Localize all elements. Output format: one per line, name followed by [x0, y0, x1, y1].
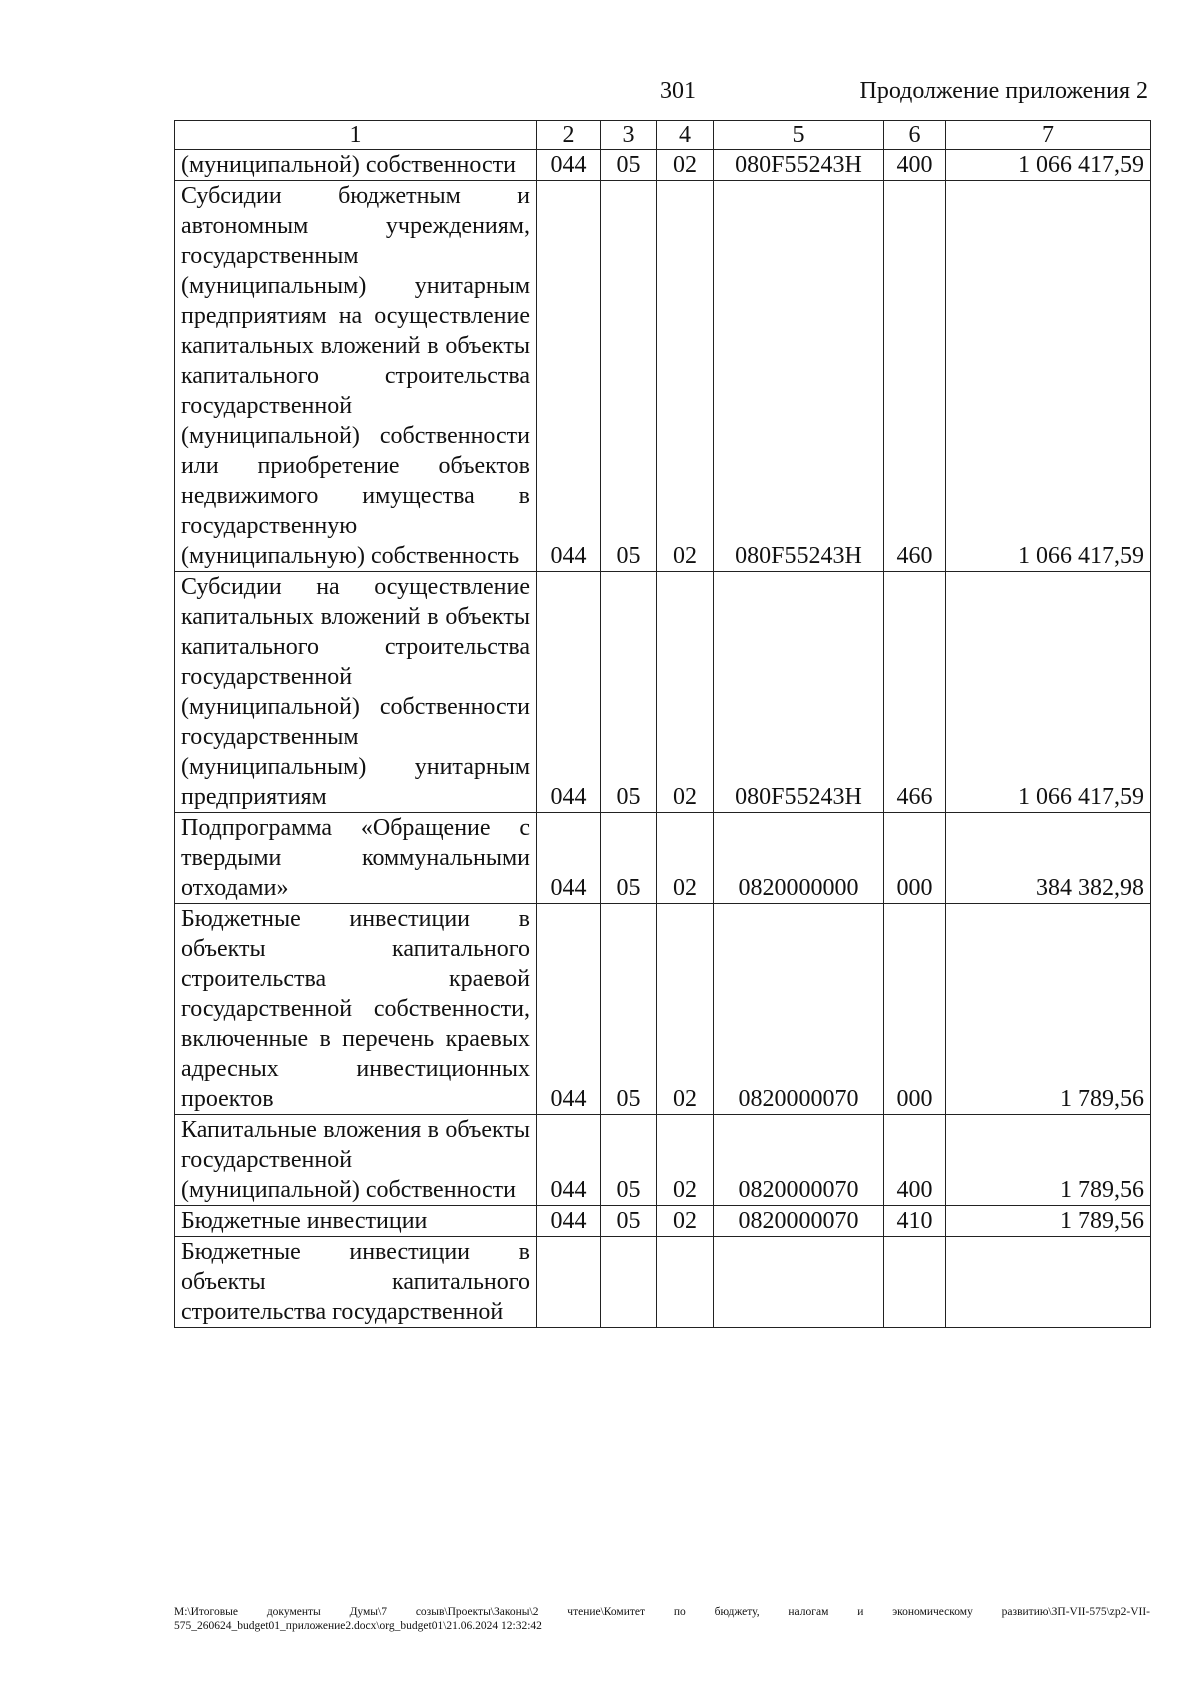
row-description: Субсидии бюджетным и автономным учреждениям, государственным (муниципальным) унитарным предприятиям на осуществление капитальных вложений в объекты капитального строительства государственной (муниципальной) собственности или приобретение объектов недвижимого имущества в государственную (муниципальную) собственность — [175, 181, 537, 572]
table-row — [175, 813, 1151, 904]
row-description: Капитальные вложения в объекты государственной (муниципальной) собственности — [175, 1115, 537, 1206]
column-header-6: 6 — [884, 121, 946, 150]
column-header-5: 5 — [714, 121, 884, 150]
subsection-code: 02 — [657, 813, 714, 904]
budget-table — [174, 120, 1151, 1328]
expense-type-code — [884, 1237, 946, 1328]
expense-type-code: 466 — [884, 572, 946, 813]
section-code: 05 — [601, 1115, 657, 1206]
amount: 1 066 417,59 — [946, 572, 1151, 813]
subsection-code: 02 — [657, 1115, 714, 1206]
expense-type-code: 400 — [884, 150, 946, 181]
section-code — [601, 1237, 657, 1328]
row-description: Бюджетные инвестиции в объекты капитального строительства государственной — [175, 1237, 537, 1328]
page-number: 301 — [660, 78, 696, 104]
target-article-code: 0820000070 — [714, 1115, 884, 1206]
row-description: Бюджетные инвестиции в объекты капитального строительства краевой государственной собственности, включенные в перечень краевых адресных инвестиционных проектов — [175, 904, 537, 1115]
amount: 1 789,56 — [946, 1115, 1151, 1206]
subsection-code: 02 — [657, 1206, 714, 1237]
document-path-footer: М:\Итоговые документы Думы\7 созыв\Проекты\Законы\2 чтение\Комитет по бюджету, налогам и экономическому развитию\ЗП-VII-575\zp2-VII-575_260624_budget01_приложение2.docx\org_budget01\21.06.2024 12:32:42 — [174, 1606, 1150, 1632]
target-article-code — [714, 1237, 884, 1328]
section-code: 05 — [601, 904, 657, 1115]
subsection-code: 02 — [657, 181, 714, 572]
section-code: 05 — [601, 181, 657, 572]
expense-type-code: 400 — [884, 1115, 946, 1206]
ministry-code: 044 — [537, 904, 601, 1115]
target-article-code: 080F55243Н — [714, 150, 884, 181]
column-header-7: 7 — [946, 121, 1151, 150]
row-description: Бюджетные инвестиции — [175, 1206, 537, 1237]
ministry-code: 044 — [537, 813, 601, 904]
amount: 1 066 417,59 — [946, 150, 1151, 181]
ministry-code — [537, 1237, 601, 1328]
expense-type-code: 460 — [884, 181, 946, 572]
target-article-code: 080F55243Н — [714, 181, 884, 572]
row-description: (муниципальной) собственности — [175, 150, 537, 181]
expense-type-code: 410 — [884, 1206, 946, 1237]
amount: 1 066 417,59 — [946, 181, 1151, 572]
subsection-code: 02 — [657, 150, 714, 181]
row-description: Субсидии на осуществление капитальных вложений в объекты капитального строительства государственной (муниципальной) собственности государственным (муниципальным) унитарным предприятиям — [175, 572, 537, 813]
ministry-code: 044 — [537, 1206, 601, 1237]
amount: 1 789,56 — [946, 1206, 1151, 1237]
subsection-code — [657, 1237, 714, 1328]
table-row — [175, 150, 1151, 181]
row-description: Подпрограмма «Обращение с твердыми коммунальными отходами» — [175, 813, 537, 904]
ministry-code: 044 — [537, 572, 601, 813]
table-row — [175, 1206, 1151, 1237]
target-article-code: 0820000070 — [714, 1206, 884, 1237]
table-row — [175, 1115, 1151, 1206]
column-header-4: 4 — [657, 121, 714, 150]
target-article-code: 0820000070 — [714, 904, 884, 1115]
table-row — [175, 1237, 1151, 1328]
section-code: 05 — [601, 150, 657, 181]
amount — [946, 1237, 1151, 1328]
column-header-2: 2 — [537, 121, 601, 150]
ministry-code: 044 — [537, 181, 601, 572]
continuation-title: Продолжение приложения 2 — [859, 78, 1148, 104]
subsection-code: 02 — [657, 572, 714, 813]
target-article-code: 080F55243Н — [714, 572, 884, 813]
ministry-code: 044 — [537, 1115, 601, 1206]
section-code: 05 — [601, 813, 657, 904]
section-code: 05 — [601, 1206, 657, 1237]
ministry-code: 044 — [537, 150, 601, 181]
section-code: 05 — [601, 572, 657, 813]
table-row — [175, 181, 1151, 572]
table-row — [175, 904, 1151, 1115]
column-header-3: 3 — [601, 121, 657, 150]
amount: 1 789,56 — [946, 904, 1151, 1115]
column-header-1: 1 — [175, 121, 537, 150]
column-number-row — [175, 121, 1151, 150]
subsection-code: 02 — [657, 904, 714, 1115]
expense-type-code: 000 — [884, 904, 946, 1115]
target-article-code: 0820000000 — [714, 813, 884, 904]
expense-type-code: 000 — [884, 813, 946, 904]
table-row — [175, 572, 1151, 813]
amount: 384 382,98 — [946, 813, 1151, 904]
